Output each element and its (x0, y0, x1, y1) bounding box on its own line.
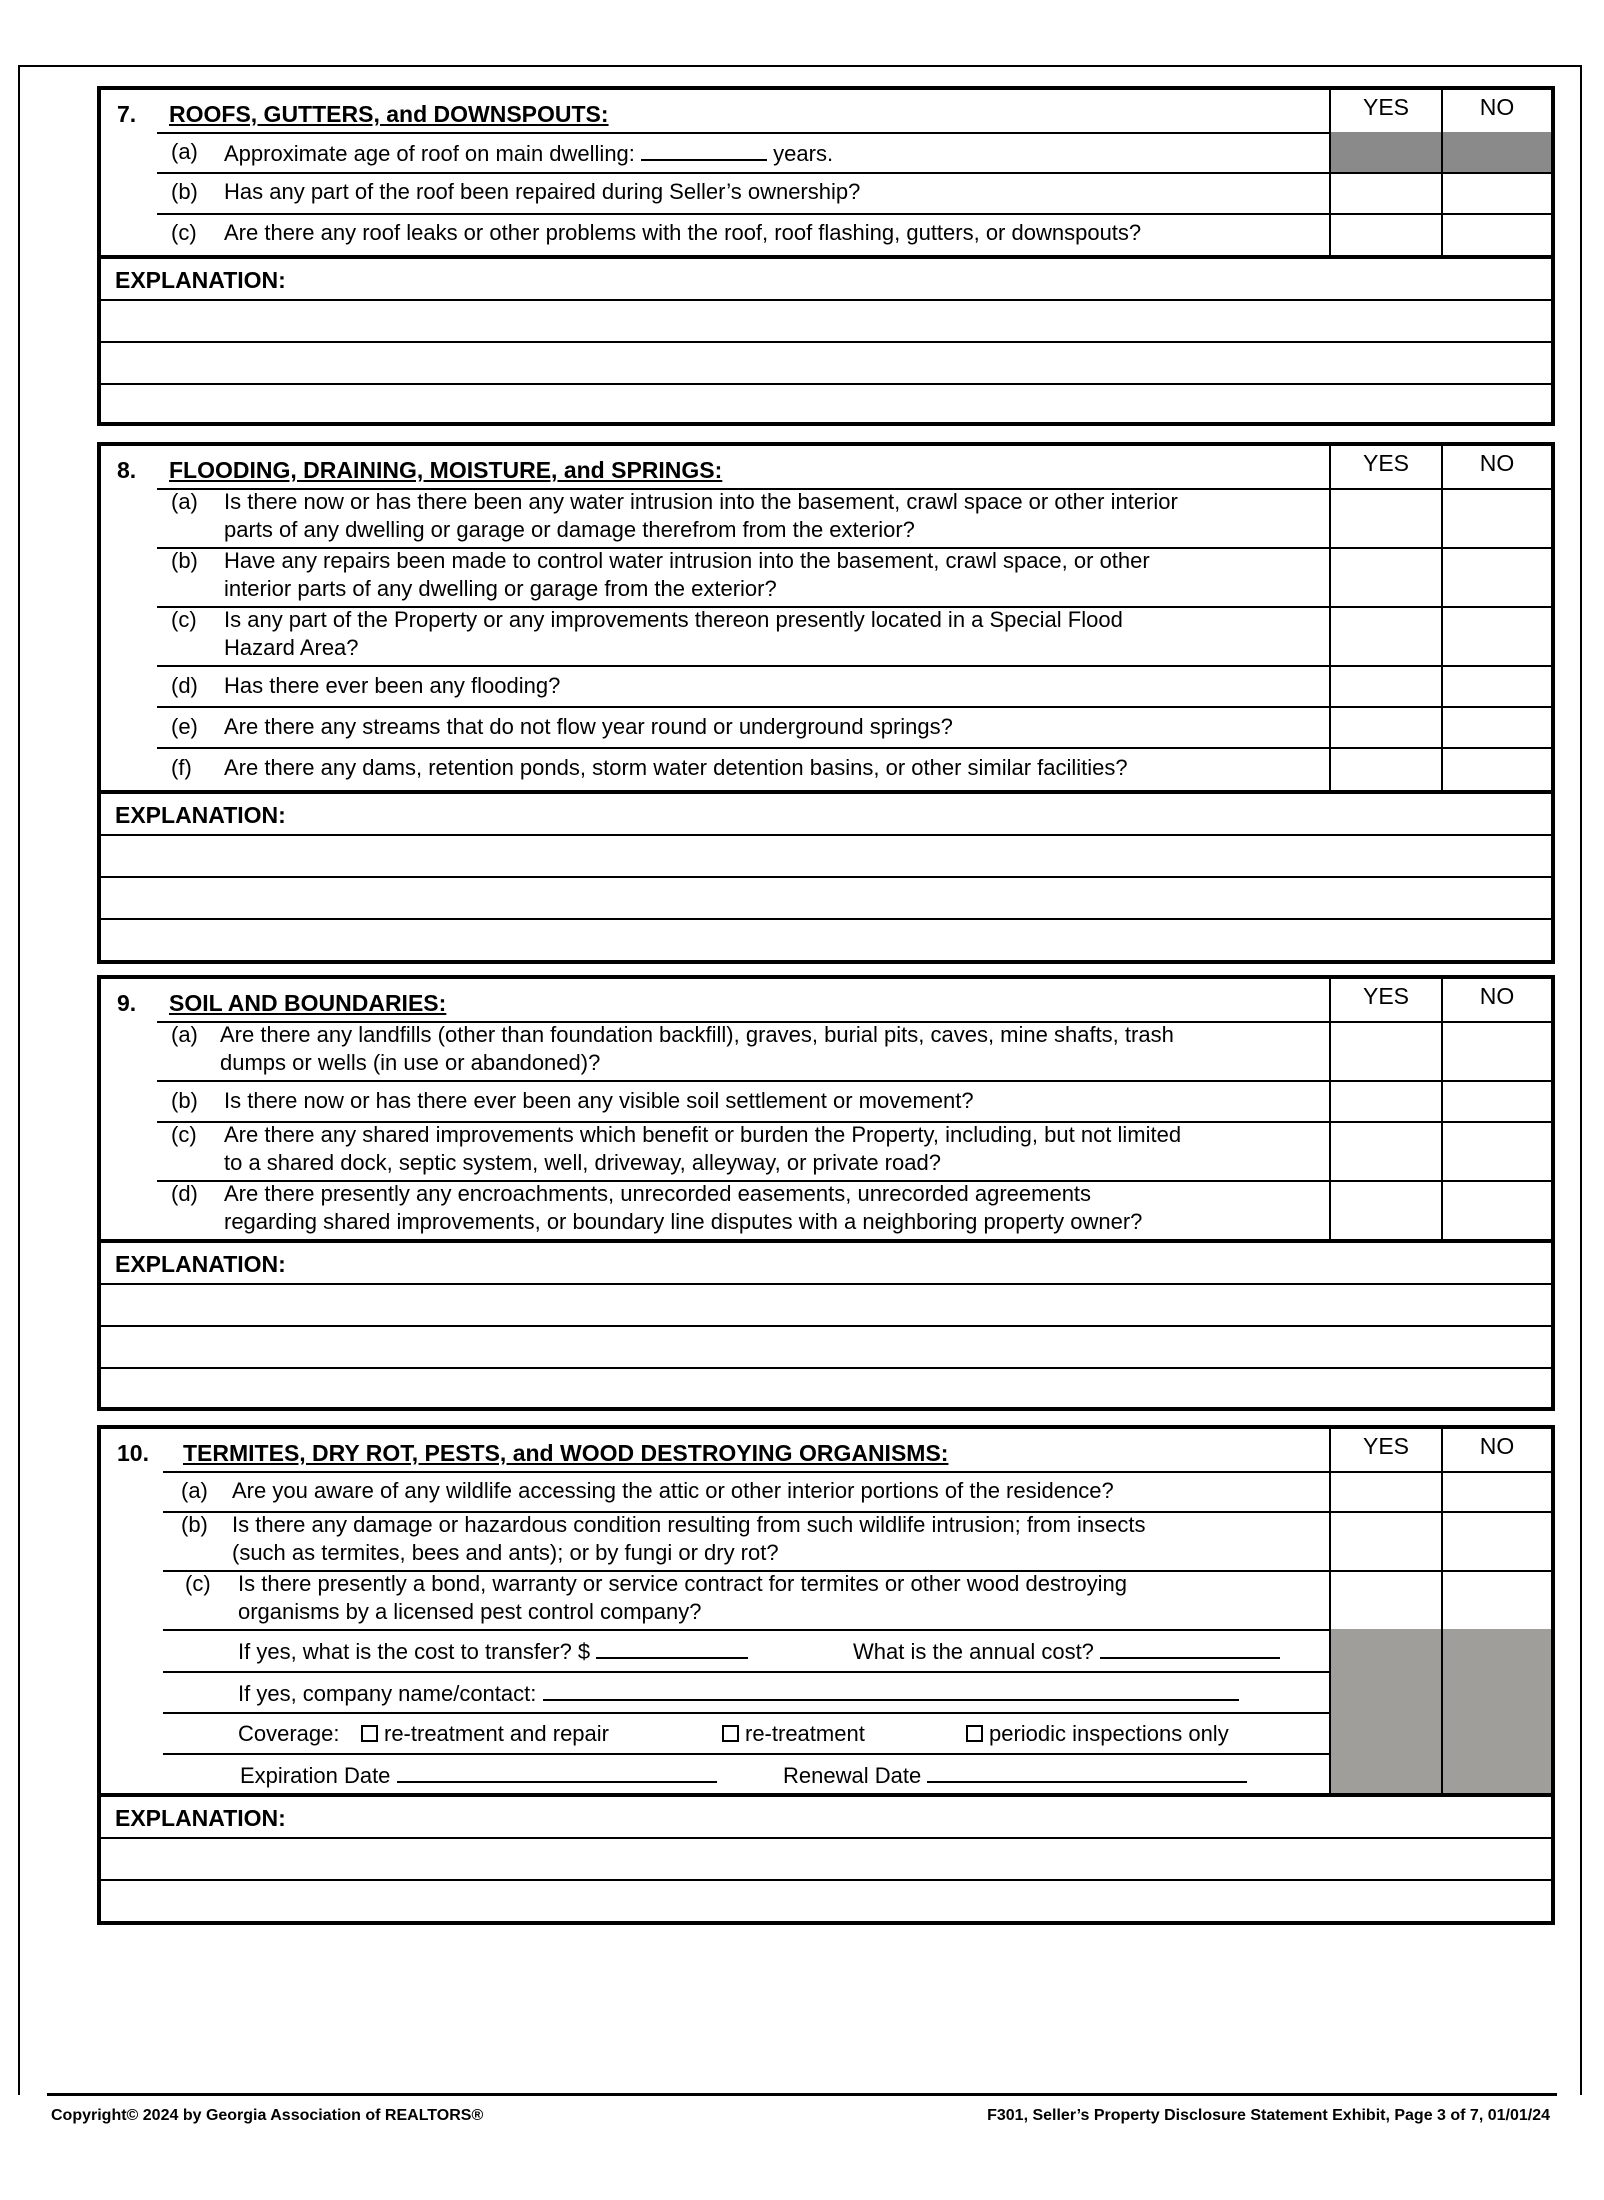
transfer-cost-field[interactable] (596, 1637, 748, 1659)
question-9b (101, 1080, 1551, 1121)
company-contact-field[interactable] (543, 1679, 1239, 1701)
yes-shaded-cell (1329, 1712, 1441, 1753)
no-answer-cell[interactable] (1441, 1121, 1551, 1180)
explanation-line[interactable] (101, 1285, 1551, 1325)
explanation-line[interactable] (101, 1839, 1551, 1879)
question-letter: (e) (171, 714, 198, 739)
section-title: SOIL AND BOUNDARIES: (169, 990, 447, 1016)
coverage-label: Coverage: (238, 1721, 340, 1746)
yes-shaded-cell (1329, 1629, 1441, 1671)
checkbox-retreatment-repair[interactable] (361, 1725, 378, 1742)
yes-shaded-cell (1329, 132, 1441, 172)
question-10a (101, 1471, 1551, 1511)
yes-column-header: YES (1329, 979, 1441, 1021)
question-letter: (c) (185, 1571, 211, 1596)
question-text: Are there any roof leaks or other problems with the roof, roof flashing, gutters, or downspouts? (224, 220, 1142, 245)
no-column-header: NO (1441, 979, 1551, 1021)
years-label: years. (773, 141, 834, 166)
no-column-header: NO (1441, 90, 1551, 132)
yes-answer-cell[interactable] (1329, 213, 1441, 255)
question-text-line2: interior parts of any dwelling or garage from the exterior? (224, 576, 777, 601)
section-number: 8. (117, 457, 137, 483)
question-text: Approximate age of roof on main dwelling: (224, 141, 635, 166)
explanation-label: EXPLANATION: (115, 267, 286, 293)
no-answer-cell[interactable] (1441, 1511, 1551, 1570)
question-10b (101, 1511, 1551, 1570)
question-text-line1: Is there now or has there been any water intrusion into the basement, crawl space or other interior (224, 489, 1178, 514)
question-text-line1: Have any repairs been made to control water intrusion into the basement, crawl space, or other (224, 548, 1150, 573)
question-text: Has any part of the roof been repaired during Seller’s ownership? (224, 179, 861, 204)
question-7b (101, 172, 1551, 213)
yes-answer-cell[interactable] (1329, 1471, 1441, 1511)
section-number: 10. (117, 1440, 149, 1466)
no-shaded-cell (1441, 132, 1551, 172)
section-8-flooding (97, 442, 1555, 964)
question-8c (101, 606, 1551, 665)
explanation-line[interactable] (101, 1327, 1551, 1367)
question-letter: (a) (171, 489, 198, 514)
annual-cost-label: What is the annual cost? (853, 1639, 1094, 1664)
question-letter: (c) (171, 607, 197, 632)
question-letter: (b) (171, 548, 198, 573)
option-label: re-treatment and repair (384, 1721, 609, 1746)
explanation-line[interactable] (101, 1369, 1551, 1407)
section-7-header (101, 90, 1551, 132)
bond-cost-row (101, 1629, 1551, 1671)
dates-row (101, 1753, 1551, 1793)
explanation-label: EXPLANATION: (115, 1251, 286, 1277)
expiration-date-field[interactable] (397, 1761, 717, 1783)
yes-answer-cell[interactable] (1329, 1121, 1441, 1180)
yes-answer-cell[interactable] (1329, 1570, 1441, 1629)
question-text: Has there ever been any flooding? (224, 673, 561, 698)
no-answer-cell[interactable] (1441, 1080, 1551, 1121)
explanation-line[interactable] (101, 1881, 1551, 1921)
question-text: Are there any dams, retention ponds, storm water detention basins, or other similar facilities? (224, 755, 1128, 780)
no-answer-cell[interactable] (1441, 665, 1551, 706)
question-9a (101, 1021, 1551, 1080)
question-text: Are there any streams that do not flow year round or underground springs? (224, 714, 953, 739)
section-number: 9. (117, 990, 137, 1016)
section-title: TERMITES, DRY ROT, PESTS, and WOOD DESTROYING ORGANISMS: (183, 1440, 949, 1466)
section-7-roofs (97, 86, 1555, 426)
yes-answer-cell[interactable] (1329, 488, 1441, 547)
question-text-line2: dumps or wells (in use or abandoned)? (220, 1050, 601, 1075)
question-8d (101, 665, 1551, 706)
explanation-line[interactable] (101, 836, 1551, 876)
question-letter: (c) (171, 1122, 197, 1147)
explanation-line[interactable] (101, 920, 1551, 960)
question-10c (101, 1570, 1551, 1629)
question-9c (101, 1121, 1551, 1180)
no-answer-cell[interactable] (1441, 606, 1551, 665)
yes-answer-cell[interactable] (1329, 1080, 1441, 1121)
yes-column-header: YES (1329, 446, 1441, 488)
no-answer-cell[interactable] (1441, 1180, 1551, 1239)
explanation-line[interactable] (101, 878, 1551, 918)
section-10-termites (97, 1425, 1555, 1925)
yes-column-header: YES (1329, 1429, 1441, 1471)
question-letter: (a) (171, 1022, 198, 1047)
coverage-row (101, 1712, 1551, 1753)
no-answer-cell[interactable] (1441, 547, 1551, 606)
company-contact-row (101, 1671, 1551, 1712)
no-column-header: NO (1441, 1429, 1551, 1471)
explanation-label: EXPLANATION: (115, 802, 286, 828)
section-9-soil (97, 975, 1555, 1411)
question-letter: (a) (171, 139, 198, 164)
question-text-line2: organisms by a licensed pest control company? (238, 1599, 702, 1624)
question-text-line1: Is any part of the Property or any improvements thereon presently located in a Special Flood (224, 607, 1123, 632)
question-text: Are you aware of any wildlife accessing the attic or other interior portions of the residence? (232, 1478, 1114, 1503)
yes-answer-cell[interactable] (1329, 747, 1441, 790)
yes-answer-cell[interactable] (1329, 1180, 1441, 1239)
option-label: periodic inspections only (989, 1721, 1229, 1746)
yes-answer-cell[interactable] (1329, 172, 1441, 213)
question-letter: (f) (171, 755, 192, 780)
annual-cost-field[interactable] (1100, 1637, 1280, 1659)
footer-rule (47, 2093, 1557, 2096)
question-letter: (b) (171, 1088, 198, 1113)
checkbox-periodic-inspections[interactable] (966, 1725, 983, 1742)
question-text-line2: regarding shared improvements, or boundary line disputes with a neighboring property owner? (224, 1209, 1143, 1234)
no-answer-cell[interactable] (1441, 172, 1551, 213)
yes-answer-cell[interactable] (1329, 1021, 1441, 1080)
no-column-header: NO (1441, 446, 1551, 488)
no-shaded-cell (1441, 1671, 1551, 1712)
section-number: 7. (117, 101, 137, 127)
question-7c (101, 213, 1551, 255)
no-answer-cell[interactable] (1441, 706, 1551, 747)
no-answer-cell[interactable] (1441, 488, 1551, 547)
question-text-line1: Are there any landfills (other than foundation backfill), graves, burial pits, caves, mine shafts, trash (220, 1022, 1174, 1047)
question-8e (101, 706, 1551, 747)
no-answer-cell[interactable] (1441, 1021, 1551, 1080)
section-9-header (101, 979, 1551, 1021)
no-answer-cell[interactable] (1441, 747, 1551, 790)
question-8a (101, 488, 1551, 547)
explanation-line[interactable] (101, 343, 1551, 383)
section-title: FLOODING, DRAINING, MOISTURE, and SPRINGS: (169, 457, 723, 483)
renewal-date-label: Renewal Date (783, 1763, 922, 1788)
no-answer-cell[interactable] (1441, 1471, 1551, 1511)
no-answer-cell[interactable] (1441, 1570, 1551, 1629)
yes-column-header: YES (1329, 90, 1441, 132)
question-8f (101, 747, 1551, 790)
transfer-cost-label: If yes, what is the cost to transfer? $ (238, 1639, 591, 1664)
question-letter: (d) (171, 673, 198, 698)
question-letter: (c) (171, 220, 197, 245)
question-text-line1: Is there any damage or hazardous condition resulting from such wildlife intrusion; from insects (232, 1512, 1146, 1537)
question-text: Is there now or has there ever been any visible soil settlement or movement? (224, 1088, 974, 1113)
no-shaded-cell (1441, 1712, 1551, 1753)
question-text-line1: Are there any shared improvements which benefit or burden the Property, including, but not limited (224, 1122, 1182, 1147)
no-shaded-cell (1441, 1629, 1551, 1671)
yes-shaded-cell (1329, 1671, 1441, 1712)
company-contact-label: If yes, company name/contact: (238, 1681, 537, 1706)
question-text-line1: Are there presently any encroachments, unrecorded easements, unrecorded agreements (224, 1181, 1092, 1206)
question-text-line2: (such as termites, bees and ants); or by fungi or dry rot? (232, 1540, 779, 1565)
yes-answer-cell[interactable] (1329, 606, 1441, 665)
explanation-label: EXPLANATION: (115, 1805, 286, 1831)
question-9d (101, 1180, 1551, 1239)
question-text-line2: to a shared dock, septic system, well, driveway, alleyway, or private road? (224, 1150, 941, 1175)
no-shaded-cell (1441, 1753, 1551, 1793)
question-letter: (b) (181, 1512, 208, 1537)
question-text-line1: Is there presently a bond, warranty or service contract for termites or other wood destroying (238, 1571, 1127, 1596)
section-8-header (101, 446, 1551, 488)
question-8b (101, 547, 1551, 606)
question-text-line2: parts of any dwelling or garage or damage therefrom from the exterior? (224, 517, 915, 542)
question-letter: (d) (171, 1181, 198, 1206)
section-title: ROOFS, GUTTERS, and DOWNSPOUTS: (169, 101, 609, 127)
renewal-date-field[interactable] (927, 1761, 1247, 1783)
roof-age-field[interactable] (641, 139, 767, 161)
no-answer-cell[interactable] (1441, 213, 1551, 255)
question-letter: (a) (181, 1478, 208, 1503)
question-letter: (b) (171, 179, 198, 204)
yes-answer-cell[interactable] (1329, 706, 1441, 747)
yes-answer-cell[interactable] (1329, 665, 1441, 706)
option-label: re-treatment (745, 1721, 865, 1746)
question-text-line2: Hazard Area? (224, 635, 359, 660)
expiration-date-label: Expiration Date (240, 1763, 391, 1788)
footer-form-info: F301, Seller’s Property Disclosure Statement Exhibit, Page 3 of 7, 01/01/24 (987, 2107, 1550, 2124)
yes-answer-cell[interactable] (1329, 547, 1441, 606)
section-10-header (101, 1429, 1551, 1471)
explanation-line[interactable] (101, 385, 1551, 423)
checkbox-retreatment[interactable] (722, 1725, 739, 1742)
footer-copyright: Copyright© 2024 by Georgia Association of REALTORS® (51, 2107, 484, 2124)
explanation-line[interactable] (101, 301, 1551, 341)
yes-shaded-cell (1329, 1753, 1441, 1793)
question-7a (101, 132, 1551, 172)
yes-answer-cell[interactable] (1329, 1511, 1441, 1570)
